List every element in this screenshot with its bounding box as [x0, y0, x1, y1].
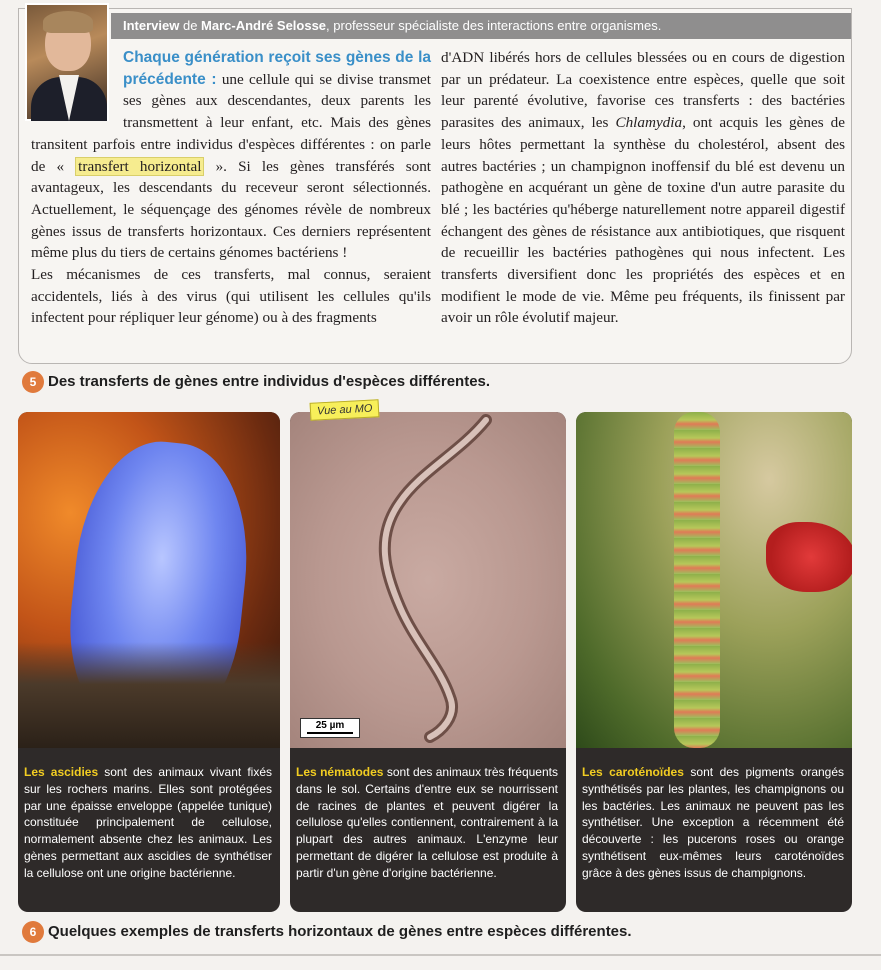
paragraph-1b: ». Si les gènes transférés sont avantageux, les descendants du receveur seront sélectionnés. Actuellement, le séquençage des génomes révèle de nombreux gènes issus de transferts horizontaux. Ces derniers représentent même plus du tiers de certains génomes bactériens !: [31, 157, 432, 262]
scale-bar: 25 µm: [300, 718, 360, 738]
section-6-text: Quelques exemples de transferts horizontaux de gènes entre espèces différentes.: [48, 922, 632, 940]
header-interview-word: Interview: [123, 18, 180, 33]
header-de: de: [179, 18, 202, 33]
panel-nematodes: [290, 412, 566, 912]
panel-ascidies: [18, 412, 280, 912]
interview-box: [18, 8, 852, 364]
plant-stem-with-aphids: [674, 412, 720, 748]
ascidie-caption: [18, 754, 280, 882]
header-author-role: , professeur spécialiste des interactions entre organismes.: [326, 18, 662, 33]
paragraph-1a: une cellule qui se divise transmet ses gènes aux descendantes, deux parents les transmettent à leur enfant, etc. Mais des gènes transitent parfois entre individus d'espèces différentes : on parle de «: [31, 70, 431, 175]
carotenoid-caption: [576, 754, 852, 882]
section-5-text: Des transferts de gènes entre individus d'espèces différentes.: [48, 372, 491, 390]
interview-header: [111, 13, 851, 39]
ascidie-term: Les ascidies: [24, 765, 99, 779]
interview-column-left: [31, 47, 431, 329]
lead-heading: Chaque génération reçoit ses gènes de la précédente :: [123, 49, 431, 88]
paragraph-3b: , ont acquis les gènes de leurs hôtes permettant la synthèse du cholestérol, absent des autres bactéries ; un champignon inoffensif du blé est devenu un pathogène en acquérant un gène de toxine d'un autre parasite du blé ; les bactéries qu'héberge naturellement notre appareil digestif échangent des gènes de résistance aux antibiotiques, que risquent de recueillir les bactéries pathogènes qui nous infectent. Les transferts diversifient donc les propriétés des espèces et en modifient le mode de vie. Même peu fréquents, ils finissent par avoir un rôle évolutif majeur.: [441, 114, 845, 327]
nematode-text: sont des animaux très fréquents dans le sol. Certains d'entre eux se nourrissent de racines de plantes et peuvent digérer la cellulose qu'elles contiennent, contrairement à la plupart des autres animaux. L'enzyme leur permettant de digérer la cellulose est produite à partir d'un gène d'origine bactérienne.: [296, 765, 558, 880]
nematode-term: Les nématodes: [296, 765, 384, 779]
carotenoid-text: sont des pigments orangés synthétisés par les plantes, les champignons ou les bactéries. Les animaux ne peuvent pas les synthétiser. Une exception a récemment été découverte : les pucerons roses ou orange synthétisent eux-mêmes leurs caroténoïdes grâce à des gènes issus de champignons.: [582, 765, 845, 880]
microscope-view-badge: Vue au MO: [310, 399, 380, 421]
section-6-title: [22, 921, 632, 943]
ascidie-photo: [18, 412, 280, 748]
portrait-hair: [43, 11, 93, 33]
nematode-micrograph: [290, 412, 566, 748]
panel-carotenoides: [576, 412, 852, 912]
ascidie-text: sont des animaux vivant fixés sur les rochers marins. Elles sont protégées par une épaisse enveloppe (appelée tunique) constituée principalement de cellulose, normalement absente chez les animaux. Les gènes permettant aux ascidies de synthétiser la cellulose ont une origine bactérienne.: [24, 765, 272, 880]
section-5-title: [22, 371, 490, 393]
paragraph-2: Les mécanismes de ces transferts, mal connus, seraient accidentels, liés à des virus (qui utilisent les cellules qu'ils infectent pour répliquer leur génome) ou à des fragments: [31, 266, 431, 327]
carotenoid-term: Les caroténoïdes: [582, 765, 684, 779]
bottom-divider: [0, 954, 881, 956]
nematode-caption: [290, 754, 566, 882]
paragraph-3a: d'ADN libérés hors de cellules blessées ou en cours de digestion par un prédateur. La coexistence entre espèces, quelle que soit leur parenté évolutive, favorise ces transferts : des bactéries parasites des animaux, les: [441, 49, 845, 132]
section-5-number: 5: [22, 371, 44, 393]
portrait-spacer: [31, 47, 123, 129]
section-6-number: 6: [22, 921, 44, 943]
aphid-photo: [576, 412, 852, 748]
chlamydia-italic: Chlamydia: [615, 114, 683, 132]
highlight-transfert-horizontal: transfert horizontal: [75, 157, 204, 176]
nematode-worm: [290, 412, 566, 748]
sea-rock: [18, 642, 280, 748]
header-author-name: Marc-André Selosse: [201, 18, 327, 33]
red-flower: [766, 522, 852, 592]
interview-column-right: [441, 47, 845, 329]
